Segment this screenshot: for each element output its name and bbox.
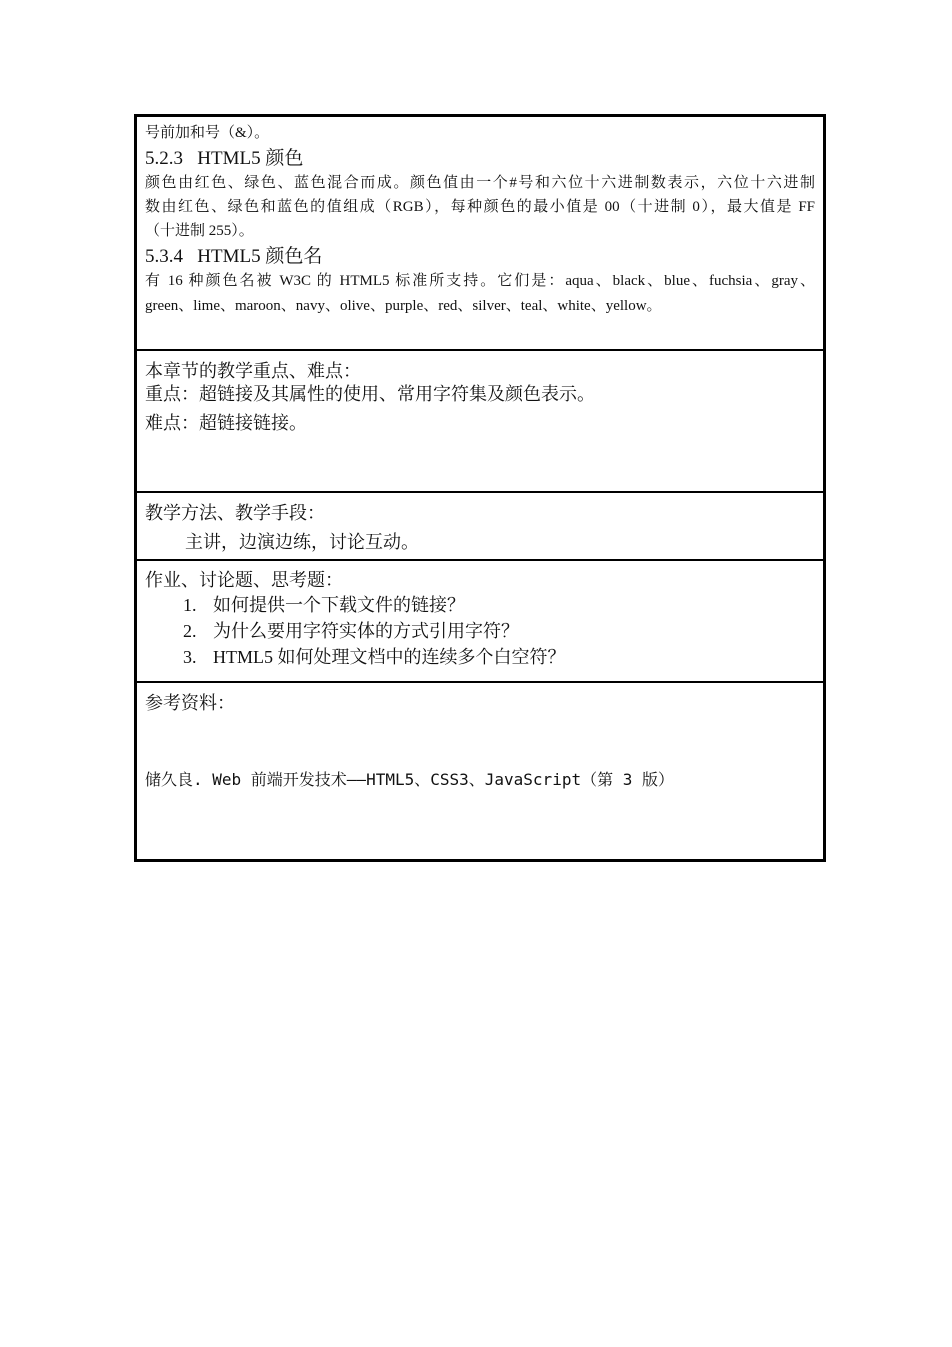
item-number: 1. bbox=[183, 595, 197, 615]
item-number: 2. bbox=[183, 621, 197, 641]
section-number: 5.3.4 bbox=[145, 246, 183, 267]
homework-item bbox=[183, 643, 815, 669]
homework-cell bbox=[137, 559, 823, 681]
lesson-plan-table bbox=[134, 114, 826, 862]
focus-text: 重点：超链接及其属性的使用、常用字符集及颜色表示。 bbox=[145, 384, 595, 404]
item-text: HTML5 如何处理文档中的连续多个白空符？ bbox=[213, 647, 566, 667]
section-heading-5-2-3 bbox=[145, 143, 815, 170]
section-number: 5.2.3 bbox=[145, 148, 183, 169]
keypoints-heading: 本章节的教学重点、难点： bbox=[145, 361, 361, 381]
paragraph-line: green、lime、maroon、navy、olive、purple、red、silver、teal、white、yellow。 bbox=[145, 298, 662, 314]
references-cell bbox=[137, 681, 823, 859]
item-number: 3. bbox=[183, 647, 197, 667]
item-text: 如何提供一个下载文件的链接？ bbox=[213, 595, 465, 615]
item-text: 为什么要用字符实体的方式引用字符？ bbox=[213, 621, 519, 641]
difficulty-text: 难点：超链接链接。 bbox=[145, 413, 307, 433]
methods-heading: 教学方法、教学手段： bbox=[145, 503, 325, 523]
section-title: HTML5 颜色名 bbox=[197, 246, 323, 267]
intro-line: 号前加和号（&）。 bbox=[145, 125, 270, 141]
paragraph-line: 数由红色、绿色和蓝色的值组成（RGB），每种颜色的最小值是 00（十进制 0），最大值是 FF bbox=[145, 199, 815, 215]
section-heading-5-3-4 bbox=[145, 241, 815, 268]
keypoints-cell bbox=[137, 349, 823, 491]
methods-text: 主讲，边演边练，讨论互动。 bbox=[185, 532, 419, 552]
references-heading: 参考资料： bbox=[145, 693, 235, 713]
homework-heading: 作业、讨论题、思考题： bbox=[145, 570, 343, 590]
homework-item bbox=[183, 617, 815, 643]
reference-citation: 储久良. Web 前端开发技术——HTML5、CSS3、JavaScript（第 3 版） bbox=[145, 770, 674, 789]
paragraph-line: 颜色由红色、绿色、蓝色混合而成。颜色值由一个#号和六位十六进制数表示，六位十六进制 bbox=[145, 175, 815, 191]
paragraph-line: （十进制 255）。 bbox=[145, 223, 254, 239]
section-title: HTML5 颜色 bbox=[197, 148, 304, 169]
methods-cell bbox=[137, 491, 823, 559]
homework-item bbox=[183, 591, 815, 617]
paragraph-line: 有 16 种颜色名被 W3C 的 HTML5 标准所支持。它们是：aqua、black、blue、fuchsia、gray、 bbox=[145, 273, 815, 289]
content-cell bbox=[137, 117, 823, 349]
